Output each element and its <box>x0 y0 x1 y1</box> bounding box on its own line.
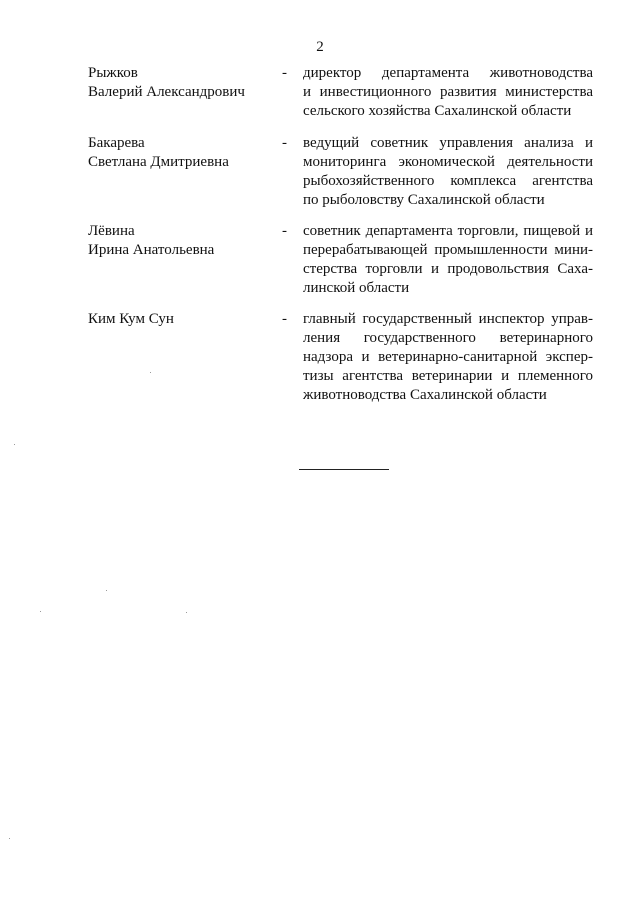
position-line: животноводства Сахалинской области <box>303 387 547 403</box>
member-name <box>88 310 273 329</box>
member-position <box>303 64 593 121</box>
member-position <box>303 310 593 405</box>
position-line: главный государственный инспектор управ- <box>303 311 593 327</box>
position-line: тизы агентства ветеринарии и племенного <box>303 368 593 384</box>
member-name <box>88 134 273 172</box>
position-line: надзора и ветеринарно-санитарной экспер- <box>303 349 593 365</box>
member-position <box>303 222 593 298</box>
member-given-names: Ирина Анатольевна <box>88 242 215 258</box>
page-number: 2 <box>316 39 324 55</box>
end-of-list-rule <box>299 469 389 470</box>
position-line: ления государственного ветеринарного <box>303 330 593 346</box>
member-position <box>303 134 593 210</box>
position-line: мониторинга экономической деятельности <box>303 154 593 170</box>
scan-speck <box>150 372 151 373</box>
position-line: ведущий советник управления анализа и <box>303 135 593 151</box>
position-line: сельского хозяйства Сахалинской области <box>303 103 572 119</box>
scan-speck <box>9 838 10 839</box>
position-line: стерства торговли и продовольствия Саха- <box>303 261 593 277</box>
scan-speck <box>186 612 187 613</box>
separator-dash: - <box>282 65 287 81</box>
separator-dash: - <box>282 223 287 239</box>
position-line: и инвестиционного развития министерства <box>303 84 593 100</box>
position-line: по рыболовству Сахалинской области <box>303 192 545 208</box>
scan-speck <box>14 444 15 445</box>
member-name <box>88 64 273 102</box>
separator-dash: - <box>282 311 287 327</box>
scan-speck <box>40 611 41 612</box>
position-line: рыбохозяйственного комплекса агентства <box>303 173 593 189</box>
position-line: линской области <box>303 280 410 296</box>
member-surname: Ким Кум Сун <box>88 311 174 327</box>
member-surname: Лёвина <box>88 223 135 239</box>
position-line: директор департамента животноводства <box>303 65 593 81</box>
member-surname: Рыжков <box>88 65 138 81</box>
scan-speck <box>106 590 107 591</box>
member-given-names: Валерий Александрович <box>88 84 245 100</box>
member-name <box>88 222 273 260</box>
separator-dash: - <box>282 135 287 151</box>
member-surname: Бакарева <box>88 135 145 151</box>
member-given-names: Светлана Дмитриевна <box>88 154 229 170</box>
position-line: советник департамента торговли, пищевой и <box>303 223 593 239</box>
position-line: перерабатывающей промышленности мини- <box>303 242 593 258</box>
